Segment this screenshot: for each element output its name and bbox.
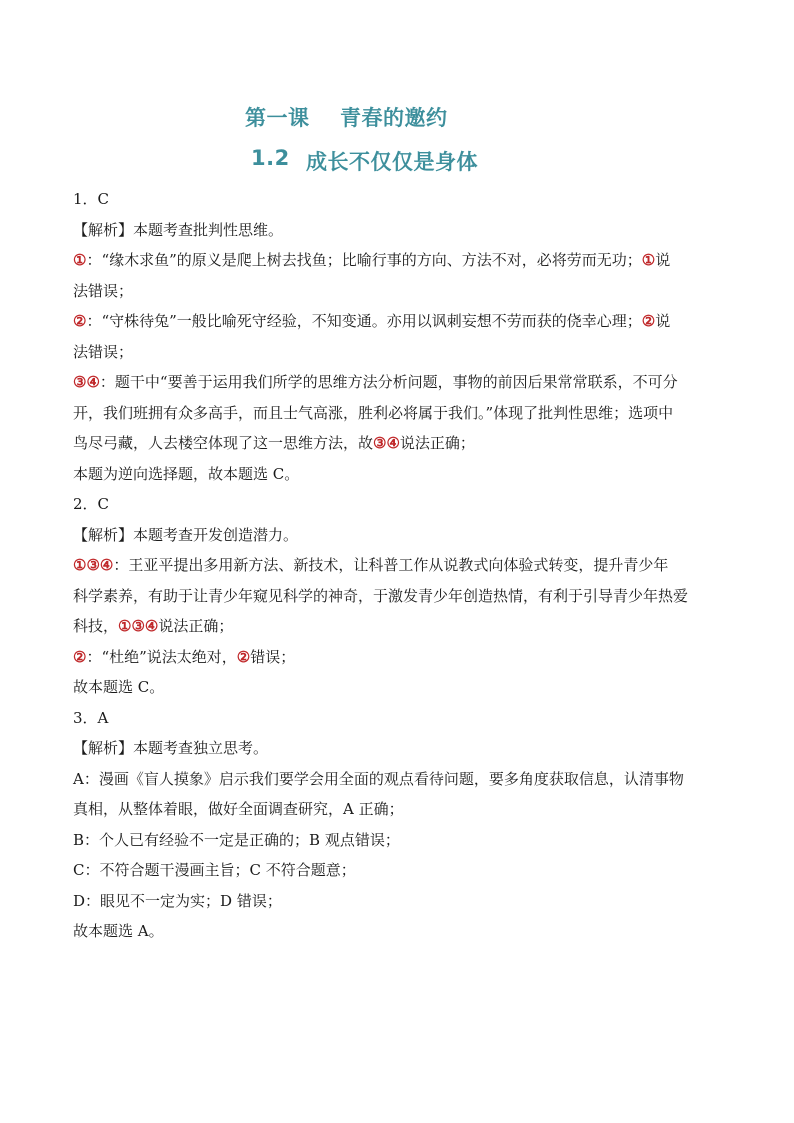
option-marker: ② xyxy=(73,312,87,330)
explanation-line xyxy=(73,245,723,276)
explanation-line xyxy=(73,855,723,886)
explanation-tail: 说法正确； xyxy=(158,617,234,635)
explanation-text: C：不符合题干漫画主旨；C 不符合题意； xyxy=(73,861,356,879)
explanation-line xyxy=(73,764,723,795)
explanation-line xyxy=(73,276,723,307)
explanation-line xyxy=(73,428,723,459)
option-marker: ② xyxy=(73,647,87,666)
answer-line: 3．A xyxy=(73,708,109,727)
explanation-text: 鸟尽弓藏，人去楼空体现了这一思维方法，故 xyxy=(73,434,374,452)
explanation-text: 故本题选 C。 xyxy=(73,678,165,696)
explanation-text: 真相，从整体着眼，做好全面调查研究，A 正确； xyxy=(73,800,404,818)
explanation-line xyxy=(73,672,723,703)
analysis-text: 本题考查批判性思维。 xyxy=(133,220,284,239)
explanation-text: ：题干中“要善于运用我们所学的思维方法分析问题，事物的前因后果常常联系，不可分 xyxy=(99,373,678,391)
answer-line: 1．C xyxy=(73,190,110,208)
explanation-tail: 说法正确； xyxy=(399,434,475,452)
explanation-line xyxy=(73,550,723,581)
analysis-text: 本题考查独立思考。 xyxy=(133,739,269,757)
explanation-line xyxy=(73,367,723,398)
option-marker: ③④ xyxy=(373,434,400,452)
explanation-line xyxy=(73,306,723,337)
analysis-tag: 【解析】 xyxy=(73,220,134,239)
explanation-tail: 说 xyxy=(655,251,671,269)
explanation-line xyxy=(73,794,723,825)
analysis-tag: 【解析】 xyxy=(73,525,134,544)
explanation-line xyxy=(73,459,723,490)
analysis-line xyxy=(73,733,723,764)
analysis-line xyxy=(73,520,723,551)
explanation-tail: 说 xyxy=(655,312,671,330)
analysis-line xyxy=(73,215,723,246)
answer-content xyxy=(73,184,723,947)
explanation-text: D：眼见不一定为实；D 错误； xyxy=(73,891,282,910)
option-marker: ② xyxy=(641,312,656,330)
explanation-line xyxy=(73,642,723,673)
option-marker: ①③④ xyxy=(73,556,114,574)
explanation-text: 科技， xyxy=(73,617,119,635)
explanation-text: 故本题选 A。 xyxy=(73,922,164,940)
explanation-line xyxy=(73,916,723,947)
question-block xyxy=(73,703,723,947)
explanation-tail: 错误； xyxy=(250,647,296,666)
explanation-text: 法错误； xyxy=(73,281,134,300)
option-marker: ① xyxy=(73,251,87,269)
explanation-text: ：王亚平提出多用新方法、新技术，让科普工作从说教式向体验式转变，提升青少年 xyxy=(113,556,669,574)
question-block xyxy=(73,489,723,703)
answer-line: 2．C xyxy=(73,495,110,513)
option-marker: ①③④ xyxy=(118,617,159,635)
lesson-name: 青春的邀约 xyxy=(340,106,448,130)
lesson-number: 第一课 xyxy=(245,106,310,130)
explanation-text: 本题为逆向选择题，故本题选 C。 xyxy=(73,464,300,483)
explanation-text: ：“缘木求鱼”的原义是爬上树去找鱼；比喻行事的方向、方法不对，必将劳而无功； xyxy=(86,251,642,269)
analysis-tag: 【解析】 xyxy=(73,739,134,757)
question-block xyxy=(73,184,723,489)
explanation-text: 法错误； xyxy=(73,342,134,361)
explanation-text: ：“杜绝”说法太绝对， xyxy=(86,647,237,666)
explanation-text: ：“守株待兔”一般比喻死守经验，不知变通。亦用以讽刺妄想不劳而获的侥幸心理； xyxy=(86,312,642,330)
explanation-line xyxy=(73,337,723,368)
analysis-text: 本题考查开发创造潜力。 xyxy=(133,525,299,544)
explanation-line xyxy=(73,825,723,856)
explanation-line xyxy=(73,581,723,612)
section-name: 成长不仅仅是身体 xyxy=(306,150,478,174)
section-number: 1.2 xyxy=(251,146,290,170)
explanation-line xyxy=(73,886,723,917)
explanation-text: B：个人已有经验不一定是正确的；B 观点错误； xyxy=(73,830,400,849)
explanation-text: 科学素养，有助于让青少年窥见科学的神奇，于激发青少年创造热情，有利于引导青少年热爱 xyxy=(73,586,689,605)
explanation-text: 开，我们班拥有众多高手，而且士气高涨，胜利必将属于我们。”体现了批判性思维；选项中 xyxy=(73,403,674,422)
option-marker: ② xyxy=(236,647,251,666)
explanation-line xyxy=(73,398,723,429)
explanation-text: A：漫画《盲人摸象》启示我们要学会用全面的观点看待问题，要多角度获取信息，认清事物 xyxy=(73,769,684,788)
explanation-line xyxy=(73,611,723,642)
option-marker: ① xyxy=(641,251,656,269)
option-marker: ③④ xyxy=(73,373,100,391)
